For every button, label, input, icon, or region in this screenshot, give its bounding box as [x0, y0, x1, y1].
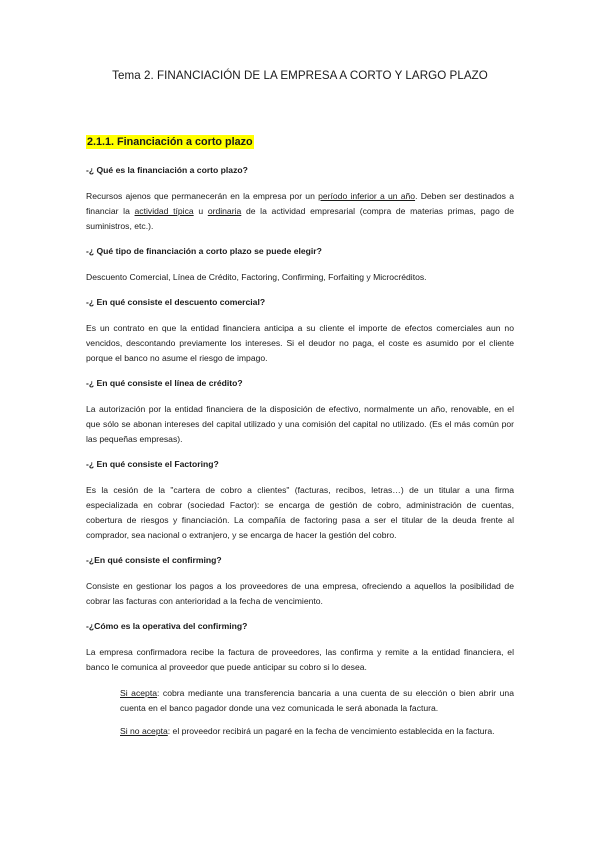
- question-5: -¿ En qué consiste el Factoring?: [86, 459, 219, 469]
- section-heading: 2.1.1. Financiación a corto plazo: [87, 136, 253, 148]
- answer-3: Es un contrato en que la entidad financiera anticipa a su cliente el importe de efectos comerciales aun no vencidos, descontando previamente los intereses. Si el deudor no paga, el coste es asumido por el cliente porque el banco no asume el riesgo de impago.: [86, 323, 514, 363]
- underlined-term: Si no acepta: [120, 726, 168, 736]
- question-1: -¿ Qué es la financiación a corto plazo?: [86, 165, 248, 175]
- question-7: -¿Cómo es la operativa del confirming?: [86, 621, 248, 631]
- underlined-term: actividad típica: [134, 206, 194, 216]
- question-4: -¿ En qué consiste el línea de crédito?: [86, 378, 243, 388]
- answer-7: La empresa confirmadora recibe la factura de proveedores, las confirma y remite a la entidad financiera, el banco le comunica al proveedor que puede anticipar su cobro si lo desea.: [86, 647, 514, 672]
- document-title: Tema 2. FINANCIACIÓN DE LA EMPRESA A CORTO Y LARGO PLAZO: [112, 69, 488, 82]
- answer-5: Es la cesión de la "cartera de cobro a clientes" (facturas, recibos, letras…) de un titular a una firma especializada en cobrar (sociedad Factor): se encarga de gestión de cobro, administración de cuentas, cobertura de riesgos y financiación. La compañía de factoring pasa a ser el titular de la deuda frente al comprador, sea nacional o extranjero, y se encarga de hacer la gestión del cobro.: [86, 485, 514, 540]
- answer-2: Descuento Comercial, Línea de Crédito, Factoring, Confirming, Forfaiting y Microcréditos.: [86, 272, 427, 282]
- answer-6: Consiste en gestionar los pagos a los proveedores de una empresa, ofreciendo a aquellos la posibilidad de cobrar las facturas con anterioridad a la fecha de vencimiento.: [86, 581, 514, 606]
- indented-paragraph-accept: Si acepta: cobra mediante una transferencia bancaria a una cuenta de su elección o bien abrir una cuenta en el banco pagador donde una vez comunicada le será abonada la factura.: [120, 688, 514, 713]
- question-3: -¿ En qué consiste el descuento comercial?: [86, 297, 266, 307]
- underlined-term: período inferior a un año: [318, 191, 416, 201]
- underlined-term: ordinaria: [207, 206, 242, 216]
- question-2: -¿ Qué tipo de financiación a corto plazo se puede elegir?: [86, 246, 322, 256]
- answer-1: Recursos ajenos que permanecerán en la empresa por un período inferior a un año. Deben ser destinados a financiar la actividad típica u ordinaria de la actividad empresarial (compra de materias primas, pago de suministros, etc.).: [86, 191, 514, 231]
- answer-4: La autorización por la entidad financiera de la disposición de efectivo, normalmente un año, renovable, en el que sólo se abonan intereses del capital utilizado y una comisión del capital no utilizado. (Es el más común por las pequeñas empresas).: [86, 404, 514, 444]
- question-6: -¿En qué consiste el confirming?: [86, 555, 222, 565]
- document-body: [86, 163, 514, 747]
- underlined-term: Si acepta: [120, 688, 157, 698]
- indented-paragraph-reject: Si no acepta: el proveedor recibirá un pagaré en la fecha de vencimiento establecida en la factura.: [120, 726, 495, 736]
